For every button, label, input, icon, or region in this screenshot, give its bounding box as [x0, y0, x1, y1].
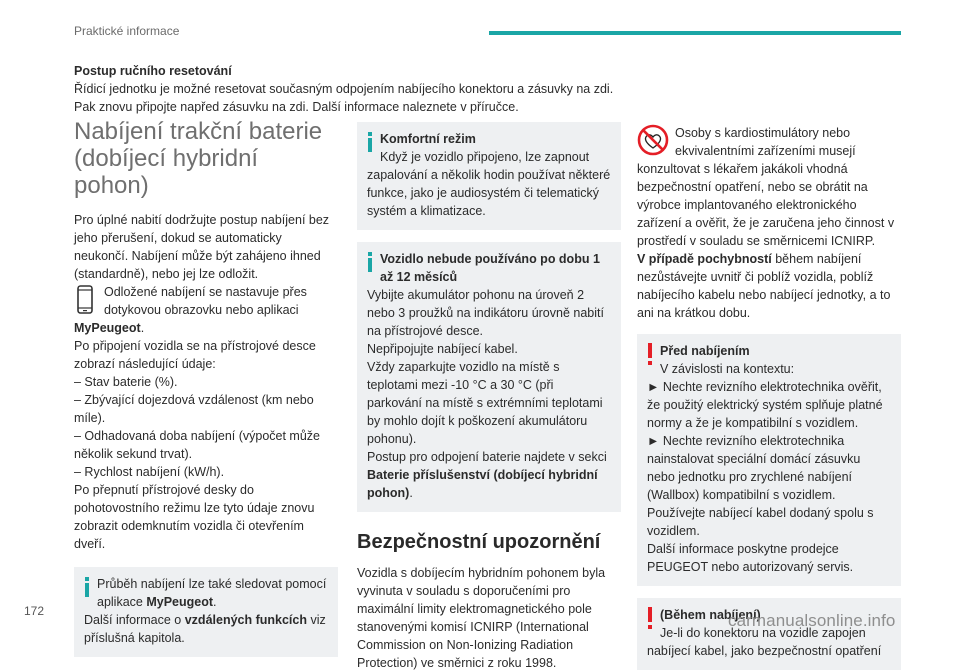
comfort-title: Komfortní režim — [380, 132, 476, 146]
section-heading-charging: Nabíjení trakční baterie (dobíjecí hybridní pohon) — [74, 118, 323, 199]
remote-functions-ref: vzdálených funkcích — [184, 613, 307, 627]
info-icon — [367, 132, 373, 152]
standby-text: Po přepnutí přístrojové desky do pohotovostního režimu lze tyto údaje znovu zobrazit odemknutím vozidla či otevřením dveří. — [74, 483, 315, 551]
before-more: Další informace poskytne prodejce PEUGEOT nebo autorizovaný servis. — [647, 542, 854, 574]
storage-text-end: . — [409, 486, 413, 500]
pacemaker-text: Osoby s kardiostimulátory nebo ekvivalentními zařízeními musejí konzultovat s lékařem jakákoli vhodná bezpečnostní opatření, nebo se obrátit na výrobce implantovaného elektronického zařízení a ověřit, že je zaručena jeho činnost v prostředí v souladu se směrnicemi ICNIRP. — [637, 126, 895, 248]
battery-section-ref: Baterie příslušenství (dobíjecí hybridní pohon) — [367, 468, 598, 500]
info-more-end: viz příslušná kapitola. — [84, 613, 326, 645]
info-box-comfort — [357, 122, 621, 230]
info-more-text: Další informace o — [84, 613, 185, 627]
column-1 — [74, 108, 338, 657]
info-icon — [84, 577, 90, 597]
app-name-suffix: . — [140, 321, 145, 335]
warning-box-during-charging — [637, 598, 901, 670]
reset-line-2: Pak znovu připojte napřed zásuvku na zdi. Další informace naleznete v příručce. — [74, 100, 519, 114]
before-line-1: V závislosti na kontextu: — [660, 362, 795, 376]
list-item: – Rychlost nabíjení (kW/h). — [74, 465, 225, 479]
no-pacemaker-icon — [637, 124, 669, 156]
warning-box-before-charging — [637, 334, 901, 586]
storage-text-4: Postup pro odpojení baterie najdete v sekci — [367, 450, 607, 464]
after-connect-text: Po připojení vozidla se na přístrojové desce zobrazí následující údaje: — [74, 339, 316, 371]
during-text: Je-li do konektoru na vozidle zapojen nabíjecí kabel, jako bezpečnostní opatření — [647, 626, 882, 658]
storage-title-1: Vozidlo nebude používáno po dobu 1 — [380, 252, 600, 266]
warning-icon — [647, 607, 653, 629]
running-header: Praktické informace — [74, 24, 180, 38]
app-name: MyPeugeot — [74, 321, 141, 335]
storage-text-1: Vybijte akumulátor pohonu na úroveň 2 nebo 3 proužků na indikátoru úrovně nabití na přístrojové desce. — [367, 288, 604, 338]
info-box-remote — [74, 567, 338, 657]
before-title: Před nabíjením — [660, 344, 750, 358]
list-item: – Odhadovaná doba nabíjení (výpočet může několik sekund trvat). — [74, 429, 321, 461]
header-accent-bar — [489, 31, 901, 35]
info-app-name: MyPeugeot — [146, 595, 214, 609]
info-box-long-storage — [357, 242, 621, 512]
before-bullet-2: ► Nechte revizního elektrotechnika nainstalovat speciální domácí zásuvku nebo jednotku pro zrychlené nabíjení (Wallbox) kompatibilní s vozidlem. — [647, 434, 861, 502]
pacemaker-para — [637, 124, 901, 250]
before-cable: Používejte nabíjecí kabel dodaný spolu s vozidlem. — [647, 506, 874, 538]
column-3 — [637, 124, 901, 670]
section-heading-safety: Bezpečnostní upozornění — [357, 531, 601, 553]
deferred-charging-text: Odložené nabíjení se nastavuje přes dotykovou obrazovku nebo aplikaci — [104, 285, 307, 317]
reset-line-1: Řídicí jednotku je možné resetovat současným odpojením nabíjecího konektoru a zásuvky na zdi. — [74, 82, 614, 96]
info-text-end: . — [213, 595, 217, 609]
deferred-charging-para — [74, 283, 338, 337]
storage-text-2: Nepřipojujte nabíjecí kabel. — [367, 342, 518, 356]
info-text: Průběh nabíjení lze také sledovat pomocí aplikace — [97, 577, 327, 609]
before-bullet-1: ► Nechte revizního elektrotechnika ověřit, že použitý elektrický systém splňuje platné normy a že je kompatibilní s vozidlem. — [647, 380, 883, 430]
safety-text: Vozidla s dobíjecím hybridním pohonem byla vyvinuta v souladu s doporučeními pro maximální limity elektromagnetického pole stanovenými komisí ICNIRP (International Commission on Non-Ionizing Radiation Protection) ve směrnici z roku 1998. — [357, 566, 606, 670]
storage-title-2: až 12 měsíců — [380, 270, 458, 284]
list-item: – Stav baterie (%). — [74, 375, 178, 389]
doubt-bold: V případě pochybností — [637, 252, 772, 266]
during-title: (Během nabíjení) — [660, 608, 761, 622]
reset-title: Postup ručního resetování — [74, 64, 232, 78]
charging-intro: Pro úplné nabití dodržujte postup nabíjení bez jeho přerušení, dokud se automaticky neukončí. Nabíjení může být zahájeno ihned (standardně), nebo jej lze odložit. — [74, 213, 330, 281]
info-icon — [367, 252, 373, 272]
watermark: carmanualsonline.info — [728, 611, 896, 630]
warning-icon — [647, 343, 653, 365]
comfort-text: Když je vozidlo připojeno, lze zapnout zapalování a několik hodin používat některé funkce, jako je audiosystém či telematický systém a klimatizace. — [367, 150, 611, 218]
smartphone-icon — [74, 285, 96, 315]
storage-text-3: Vždy zaparkujte vozidlo na místě s teplotami mezi -10 °C a 30 °C (při parkování na místě s extrémními teplotami by mohlo dojít k poškození akumulátoru pohonu). — [367, 360, 603, 446]
column-2 — [357, 122, 621, 672]
page-number: 172 — [24, 604, 45, 618]
doubt-text: během nabíjení nezůstávejte uvnitř či poblíž vozidla, poblíž nabíjecího kabelu nebo nabíjecí jednotky, a to ani na krátkou dobu. — [637, 252, 891, 320]
list-item: – Zbývající dojezdová vzdálenost (km nebo míle). — [74, 393, 314, 425]
